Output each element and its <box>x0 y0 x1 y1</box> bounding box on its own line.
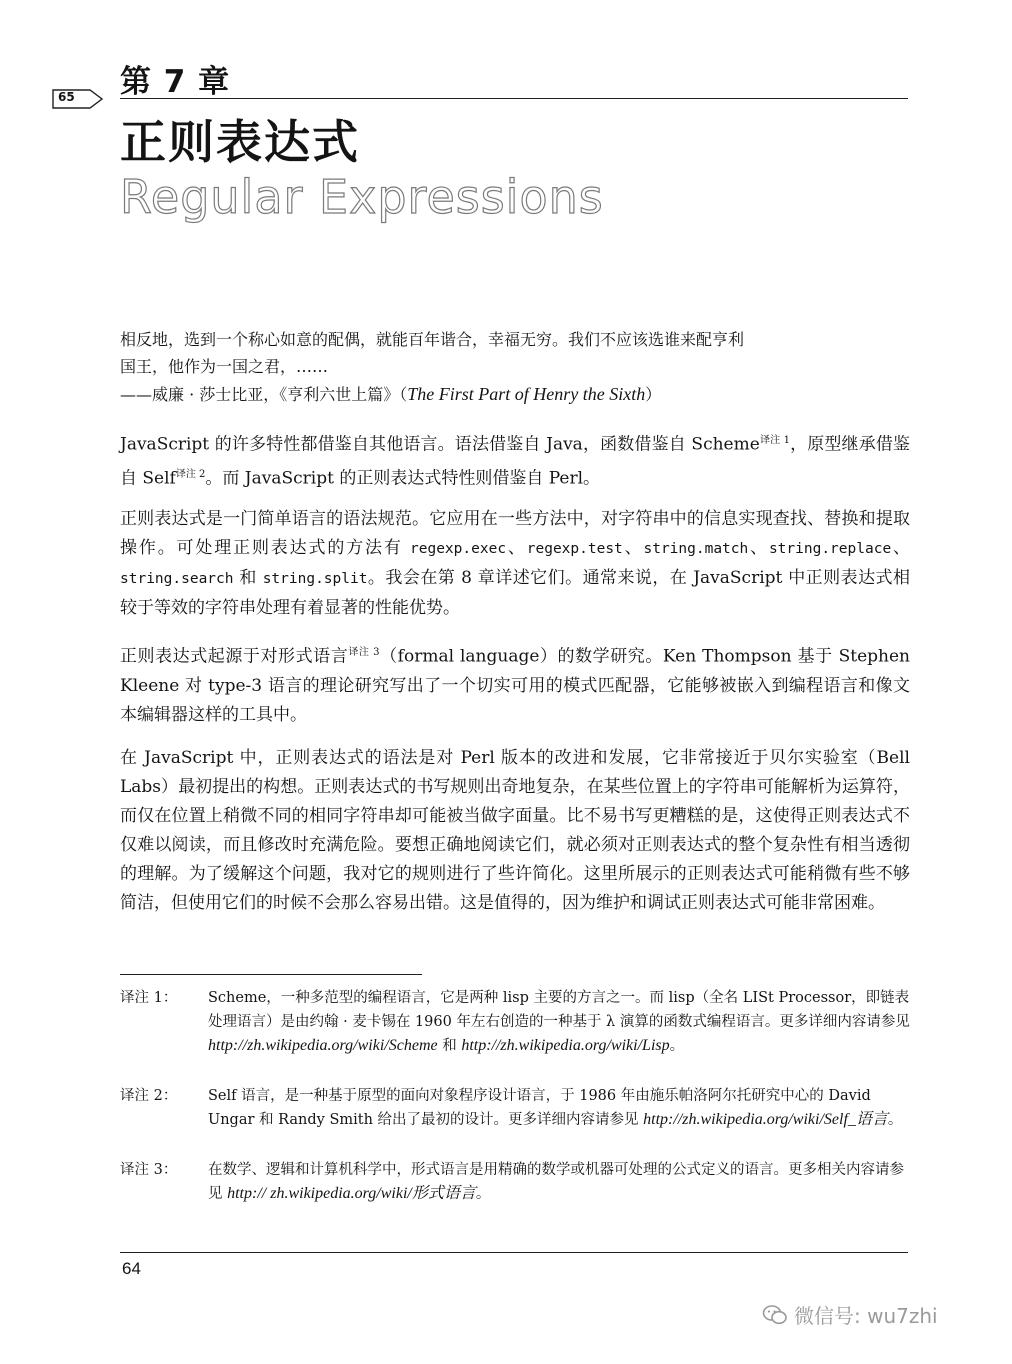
footnote-1-text <box>208 986 910 1058</box>
page-tab <box>52 89 104 109</box>
footnote-ref-2[interactable]: 译注 2 <box>175 468 206 480</box>
footnote-3-label: 译注 3： <box>120 1162 178 1178</box>
p2-text-b: 。我会在第 8 章详述它们。通常来说，在 JavaScript 中正则表达式相较于等效的字符串处理有着显著的性能优势。 <box>120 568 910 618</box>
watermark <box>762 1300 938 1329</box>
code-regexp-test: regexp.test <box>526 541 623 557</box>
footnote-1-end: 。 <box>669 1038 685 1054</box>
p3-text-b: （formal language）的数学研究。Ken Thompson 基于 Stephen Kleene 对 type-3 语言的理论研究写出了一个切实可用的模式匹配器，它能够被嵌入到编程语言和像文本编辑器这样的工具中。 <box>120 646 910 725</box>
p2-and: 和 <box>233 568 263 588</box>
footnote-3-link-formal-language[interactable]: http:// zh.wikipedia.org/wiki/形式语言 <box>227 1185 476 1202</box>
p2-sep-2: 、 <box>622 538 644 558</box>
code-regexp-exec: regexp.exec <box>410 541 507 557</box>
footnote-1-link-scheme[interactable]: http://zh.wikipedia.org/wiki/Scheme <box>208 1037 438 1054</box>
page-number: 64 <box>122 1259 141 1278</box>
footnote-1-body: Scheme，一种多范型的编程语言，它是两种 lisp 主要的方言之一。而 lisp（全名 LISt Processor，即链表处理语言）是由约翰 · 麦卡锡在 1960 年左右创造的一种基于 λ 演算的函数式编程语言。更多详细内容请参见 <box>208 990 910 1030</box>
footnote-3-body: 在数学、逻辑和计算机科学中，形式语言是用精确的数学或机器可处理的公式定义的语言。更多相关内容请参见 <box>208 1162 904 1202</box>
footer-rule <box>120 1252 908 1253</box>
footnote-3 <box>120 1158 910 1208</box>
footnote-rule <box>120 974 422 975</box>
paragraph-2 <box>120 505 910 623</box>
footnote-3-end: 。 <box>475 1186 491 1202</box>
footnote-ref-1[interactable]: 译注 1 <box>759 435 790 446</box>
footnote-2-end: 。 <box>887 1112 903 1128</box>
paragraph-4: 在 JavaScript 中，正则表达式的语法是对 Perl 版本的改进和发展，它非常接近于贝尔实验室（Bell Labs）最初提出的构想。正则表达式的书写规则出奇地复杂，在某些位置上的字符串可能解析为运算符，而仅在位置上稍微不同的相同字符串却可能被当做字面量。比不易书写更糟糕的是，这使得正则表达式不仅难以阅读，而且修改时充满危险。要想正确地阅读它们，就必须对正则表达式的整个复杂性有相当透彻的理解。为了缓解这个问题，我对它的规则进行了些许简化。这里所展示的正则表达式可能稍微有些不够简洁，但使用它们的时候不会那么容易出错。这是值得的，因为维护和调试正则表达式可能非常困难。 <box>120 748 910 913</box>
epigraph-line-1: 相反地，选到一个称心如意的配偶，就能百年谐合，幸福无穷。我们不应该选谁来配亨利 <box>120 330 745 349</box>
footnote-2-text <box>208 1084 910 1132</box>
p1-text-c: 。而 JavaScript 的正则表达式特性则借鉴自 Perl。 <box>205 468 601 489</box>
footnote-ref-3[interactable]: 译注 3 <box>348 647 380 658</box>
paragraph-3 <box>120 638 910 730</box>
footnote-2 <box>120 1084 910 1156</box>
code-string-search: string.search <box>120 571 234 587</box>
footnote-2-body: Self 语言，是一种基于原型的面向对象程序设计语言，于 1986 年由施乐帕洛阿尔托研究中心的 David Ungar 和 Randy Smith 给出了最初的设计。更多详细内容请参见 <box>208 1088 871 1128</box>
epigraph-source <box>120 381 910 408</box>
epigraph-source-suffix: ） <box>645 385 662 404</box>
wechat-icon <box>762 1304 788 1326</box>
header-rule <box>120 98 908 99</box>
footnote-1-label: 译注 1： <box>120 990 178 1006</box>
p3-text-a: 正则表达式起源于对形式语言 <box>120 646 349 667</box>
footnote-1 <box>120 986 910 1082</box>
p2-sep-3: 、 <box>748 538 769 558</box>
epigraph-line-2: 国王，他作为一国之君，…… <box>120 357 329 376</box>
p2-text-a: 正则表达式是一门简单语言的语法规范。它应用在一些方法中，对字符串中的信息实现查找、替换和提取操作。可处理正则表达式的方法有 <box>120 509 910 558</box>
epigraph-source-prefix: ——威廉 · 莎士比亚，《亨利六世上篇》（ <box>120 385 408 404</box>
footnote-2-link-self[interactable]: http://zh.wikipedia.org/wiki/Self_语言 <box>643 1111 888 1128</box>
epigraph-source-title: The First Part of Henry the Sixth <box>407 384 646 404</box>
p1-text-a: JavaScript 的许多特性都借鉴自其他语言。语法借鉴自 Java，函数借鉴自 Scheme <box>120 434 760 455</box>
code-string-split: string.split <box>262 571 368 587</box>
chapter-title: 正则表达式 <box>120 115 360 169</box>
p2-sep-1: 、 <box>506 538 527 558</box>
paragraph-1 <box>120 426 910 493</box>
footnote-1-and: 和 <box>437 1038 462 1054</box>
code-string-match: string.match <box>643 541 749 557</box>
p1-text-b: ，原型继承借鉴自 Self <box>120 434 911 489</box>
chapter-number: 第 7 章 <box>120 64 231 100</box>
page-tab-number: 65 <box>58 90 75 104</box>
footnote-3-text <box>208 1158 910 1206</box>
footnote-2-label: 译注 2： <box>120 1088 178 1104</box>
epigraph <box>120 326 910 380</box>
p2-sep-4: 、 <box>891 538 911 558</box>
code-string-replace: string.replace <box>768 541 892 557</box>
watermark-text: 微信号: wu7zhi <box>794 1304 938 1328</box>
footnote-1-link-lisp[interactable]: http://zh.wikipedia.org/wiki/Lisp <box>461 1037 670 1054</box>
chapter-title-english: Regular Expressions <box>120 170 604 224</box>
